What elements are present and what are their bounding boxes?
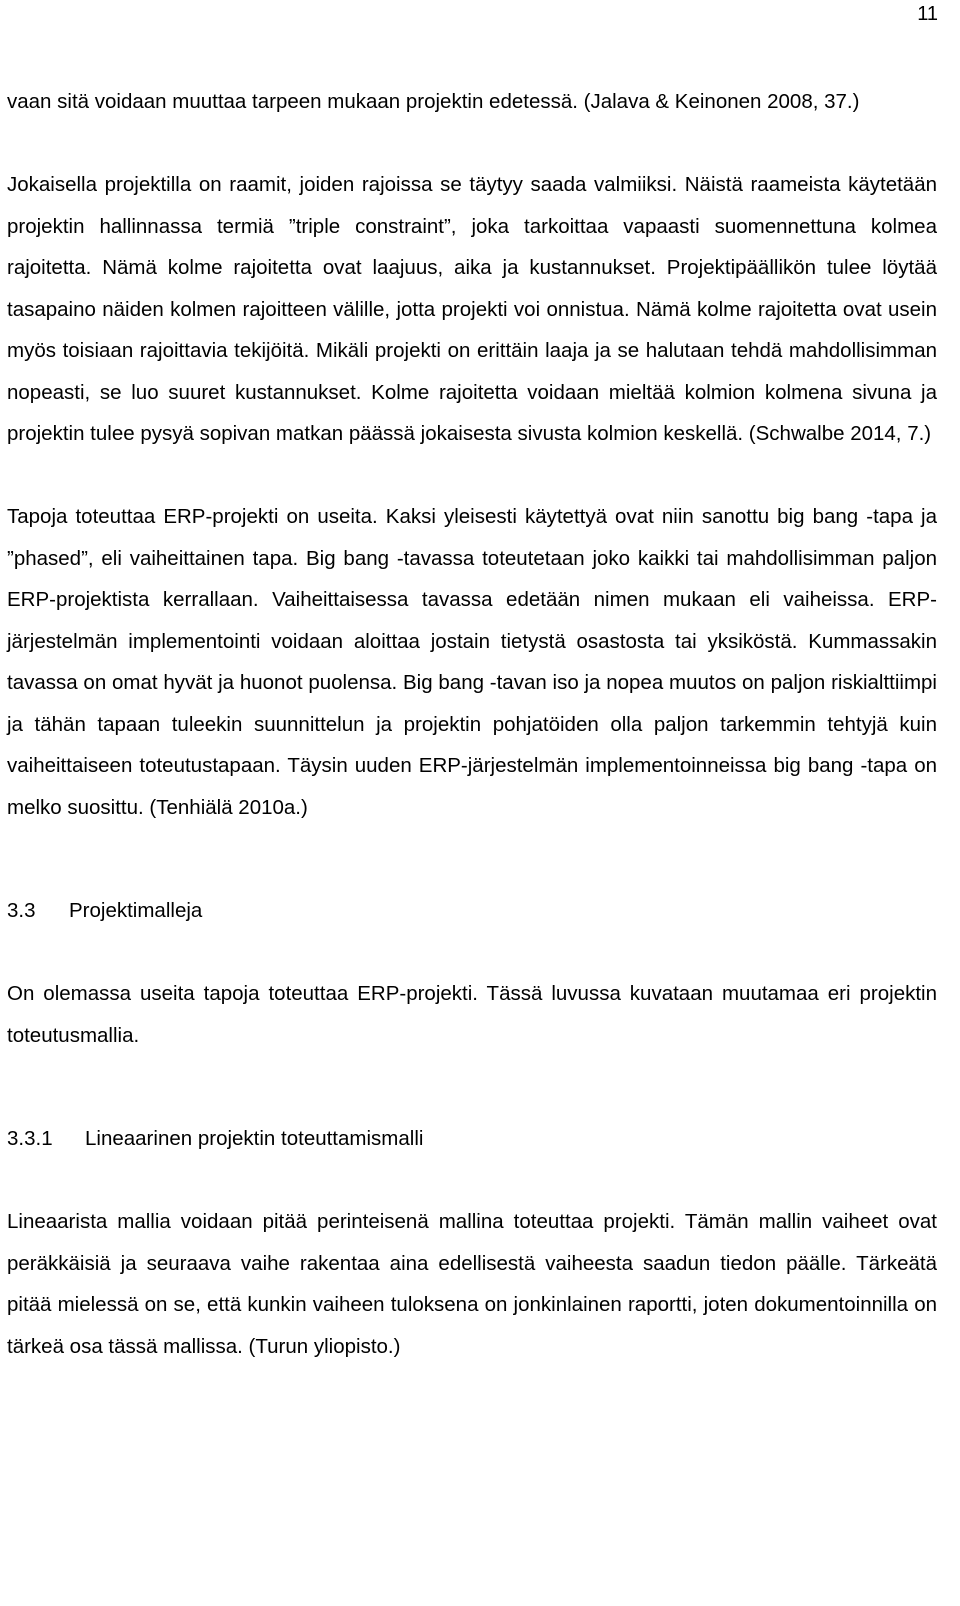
subsection-title: Lineaarinen projektin toteuttamismalli [85,1127,424,1150]
section-spacer [7,1056,937,1118]
page-number: 11 [917,3,938,25]
section-heading-3-3-1 [7,1118,937,1160]
paragraph-triple-constraint: Jokaisella projektilla on raamit, joiden rajoissa se täytyy saada valmiiksi. Näistä raameista käytetään projektin hallinnassa termiä ”triple constraint”, joka tarkoittaa vapaasti suomennettuna kolmea rajoitetta. Nämä kolme rajoitetta ovat laajuus, aika ja kustannukset. Projektipäällikön tulee löytää tasapaino näiden kolmen rajoitteen välille, jotta projekti voi onnistua. Nämä kolme rajoitetta ovat usein myös toisiaan rajoittavia tekijöitä. Mikäli projekti on erittäin laaja ja se halutaan tehdä mahdollisimman nopeasti, se luo suuret kustannukset. Kolme rajoitetta voidaan mieltää kolmion kolmena sivuna ja projektin tulee pysyä sopivan matkan päässä jokaisesta sivusta kolmion keskellä. (Schwalbe 2014, 7.) [7,173,937,445]
paragraph-erp-approaches: Tapoja toteuttaa ERP-projekti on useita. Kaksi yleisesti käytettyä ovat niin sanottu big bang -tapa ja ”phased”, eli vaiheittainen tapa. Big bang -tavassa toteutetaan joko kaikki tai mahdollisimman paljon ERP-projektista kerrallaan. Vaiheittaisessa tavassa edetään nimen mukaan eli vaiheissa. ERP-järjestelmän implementointi voidaan aloittaa jostain tietystä osastosta tai yksiköstä. Kummassakin tavassa on omat hyvät ja huonot puolensa. Big bang -tavan iso ja nopea muutos on paljon riskialttiimpi ja tähän tapaan tuleekin suunnittelun ja projektin pohjatöiden olla paljon tarkemmin tehtyjä kuin vaiheittaiseen toteutustapaan. Täysin uuden ERP-järjestelmän implementoinneissa big bang -tapa on melko suosittu. (Tenhiälä 2010a.) [7,505,937,819]
section-spacer [7,828,937,890]
section-heading-3-3 [7,890,937,932]
section-number: 3.3 [7,899,36,922]
paragraph-project-models-intro: On olemassa useita tapoja toteuttaa ERP-projekti. Tässä luvussa kuvataan muutamaa eri projektin toteutusmallia. [7,982,937,1047]
heading-spacer [7,1160,937,1202]
paragraph-continuation: vaan sitä voidaan muuttaa tarpeen mukaan projektin edetessä. (Jalava & Keinonen 2008, 37.) [7,90,860,113]
document-body [7,81,937,1367]
paragraph-spacer [7,455,937,497]
section-title: Projektimalleja [69,899,203,922]
paragraph-spacer [7,123,937,165]
heading-spacer [7,932,937,974]
paragraph-linear-model: Lineaarista mallia voidaan pitää perinteisenä mallina toteuttaa projekti. Tämän mallin vaiheet ovat peräkkäisiä ja seuraava vaihe rakentaa aina edellisestä vaiheesta saadun tiedon päälle. Tärkeätä pitää mielessä on se, että kunkin vaiheen tuloksena on jonkinlainen raportti, joten dokumentoinnilla on tärkeä osa tässä mallissa. (Turun yliopisto.) [7,1210,937,1358]
subsection-number: 3.3.1 [7,1127,53,1150]
